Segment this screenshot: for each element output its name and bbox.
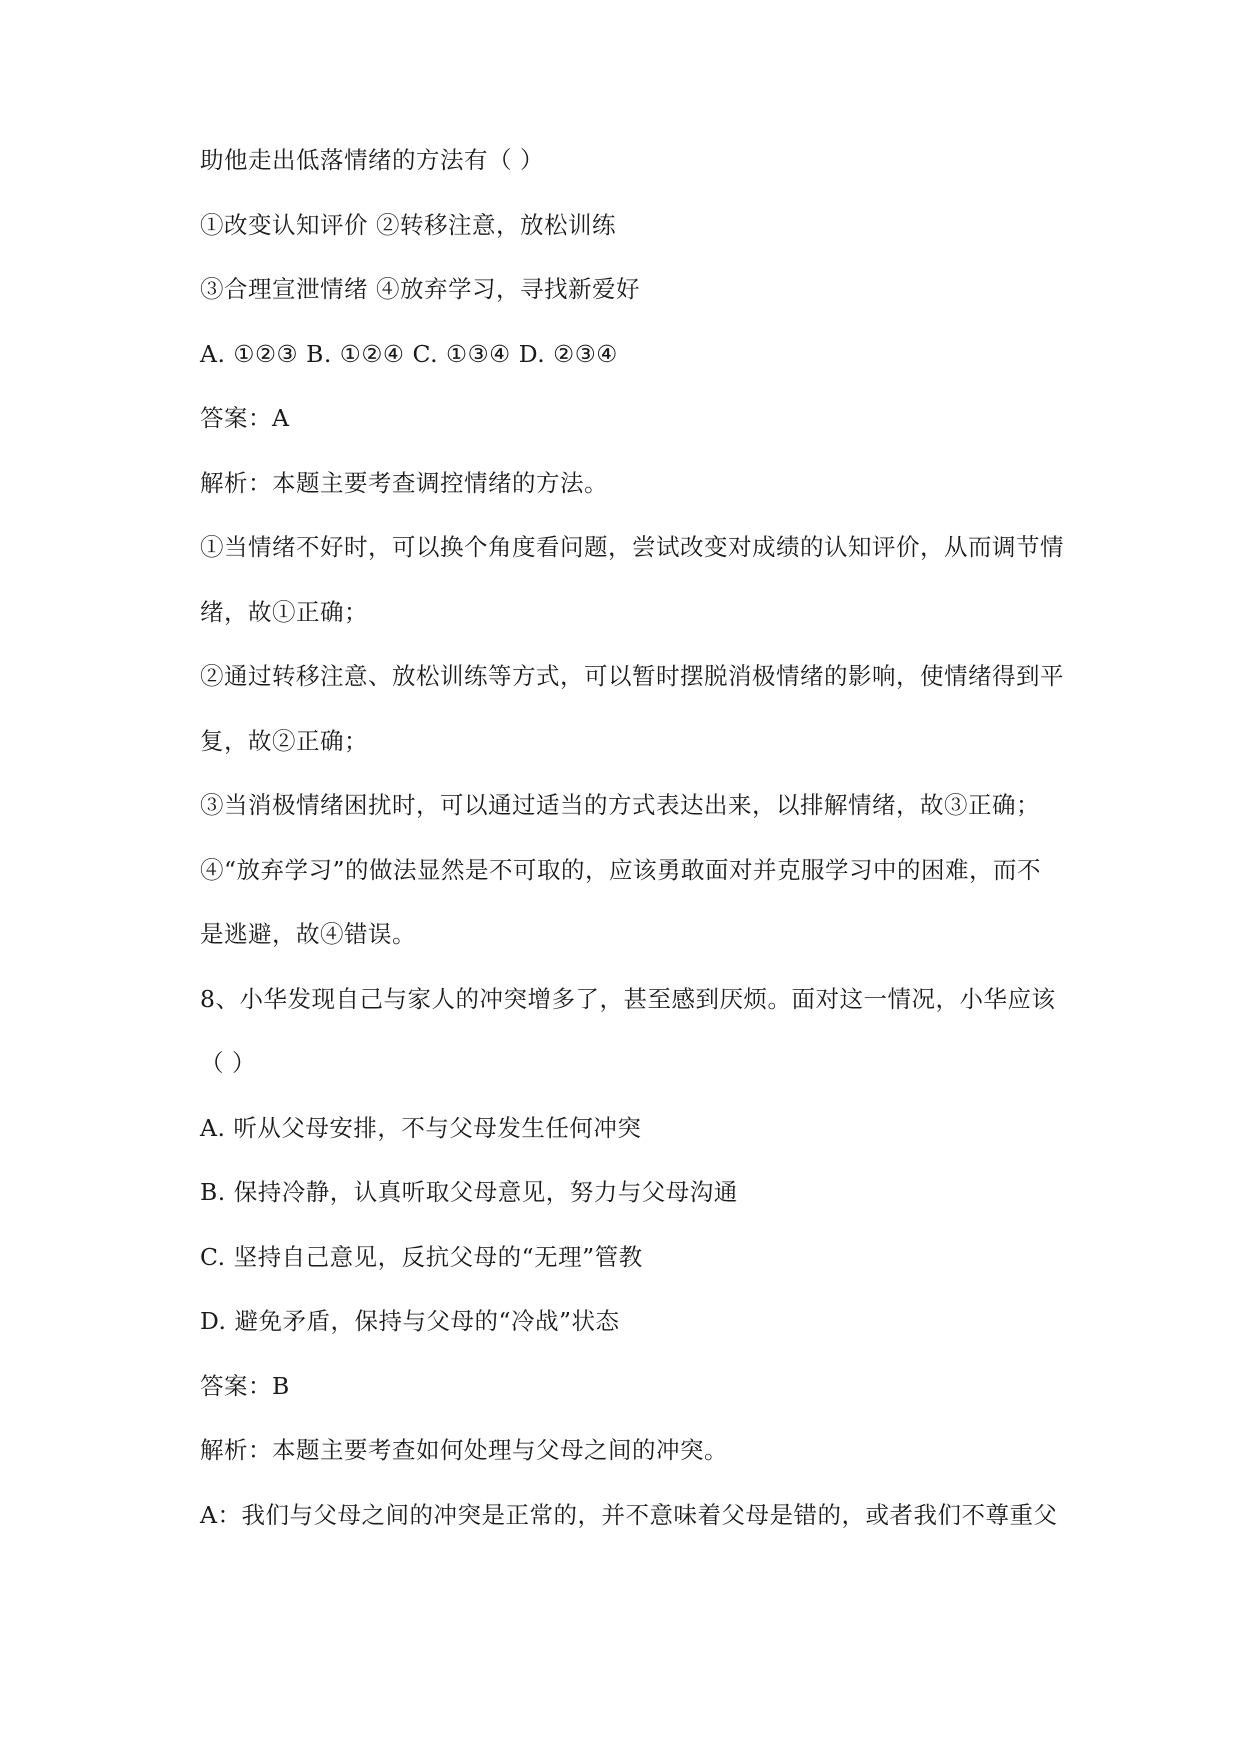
analysis-line: ④“放弃学习”的做法显然是不可取的，应该勇敢面对并克服学习中的困难，而不 <box>200 855 1042 884</box>
analysis-line: 绪，故①正确； <box>200 597 368 626</box>
analysis-line: 复，故②正确； <box>200 726 368 755</box>
analysis-heading: 解析：本题主要考查调控情绪的方法。 <box>200 468 608 497</box>
choice-d: D. 避免矛盾，保持与父母的“冷战”状态 <box>200 1307 620 1335</box>
statement-options-3-4: ③合理宣泄情绪 ④放弃学习，寻找新爱好 <box>200 275 640 303</box>
question-stem-continued: 助他走出低落情绪的方法有（ ） <box>200 146 544 174</box>
analysis-line: 是逃避，故④错误。 <box>200 920 416 948</box>
analysis-line: ②通过转移注意、放松训练等方式，可以暂时摆脱消极情绪的影响，使情绪得到平 <box>200 662 1064 690</box>
statement-options-1-2: ①改变认知评价 ②转移注意，放松训练 <box>200 210 616 239</box>
analysis-line: ③当消极情绪困扰时，可以通过适当的方式表达出来，以排解情绪，故③正确； <box>200 791 1040 819</box>
choice-c: C. 坚持自己意见，反抗父母的“无理”管教 <box>200 1242 643 1271</box>
analysis-heading: 解析：本题主要考查如何处理与父母之间的冲突。 <box>200 1436 728 1464</box>
analysis-line: A：我们与父母之间的冲突是正常的，并不意味着父母是错的，或者我们不尊重父 <box>200 1500 1058 1529</box>
choice-a: A. 听从父母安排，不与父母发生任何冲突 <box>200 1113 642 1142</box>
answer-choices: A. ①②③ B. ①②④ C. ①③④ D. ②③④ <box>200 339 618 368</box>
document-body <box>200 143 1090 1562</box>
question-8-blank: （ ） <box>200 1049 256 1077</box>
choice-b: B. 保持冷静，认真听取父母意见，努力与父母沟通 <box>200 1178 738 1206</box>
analysis-line: ①当情绪不好时，可以换个角度看问题，尝试改变对成绩的认知评价，从而调节情 <box>200 533 1064 561</box>
answer: 答案：A <box>200 404 290 432</box>
question-8-stem: 8、小华发现自己与家人的冲突增多了，甚至感到厌烦。面对这一情况，小华应该 <box>200 984 1056 1013</box>
answer: 答案：B <box>200 1371 290 1400</box>
